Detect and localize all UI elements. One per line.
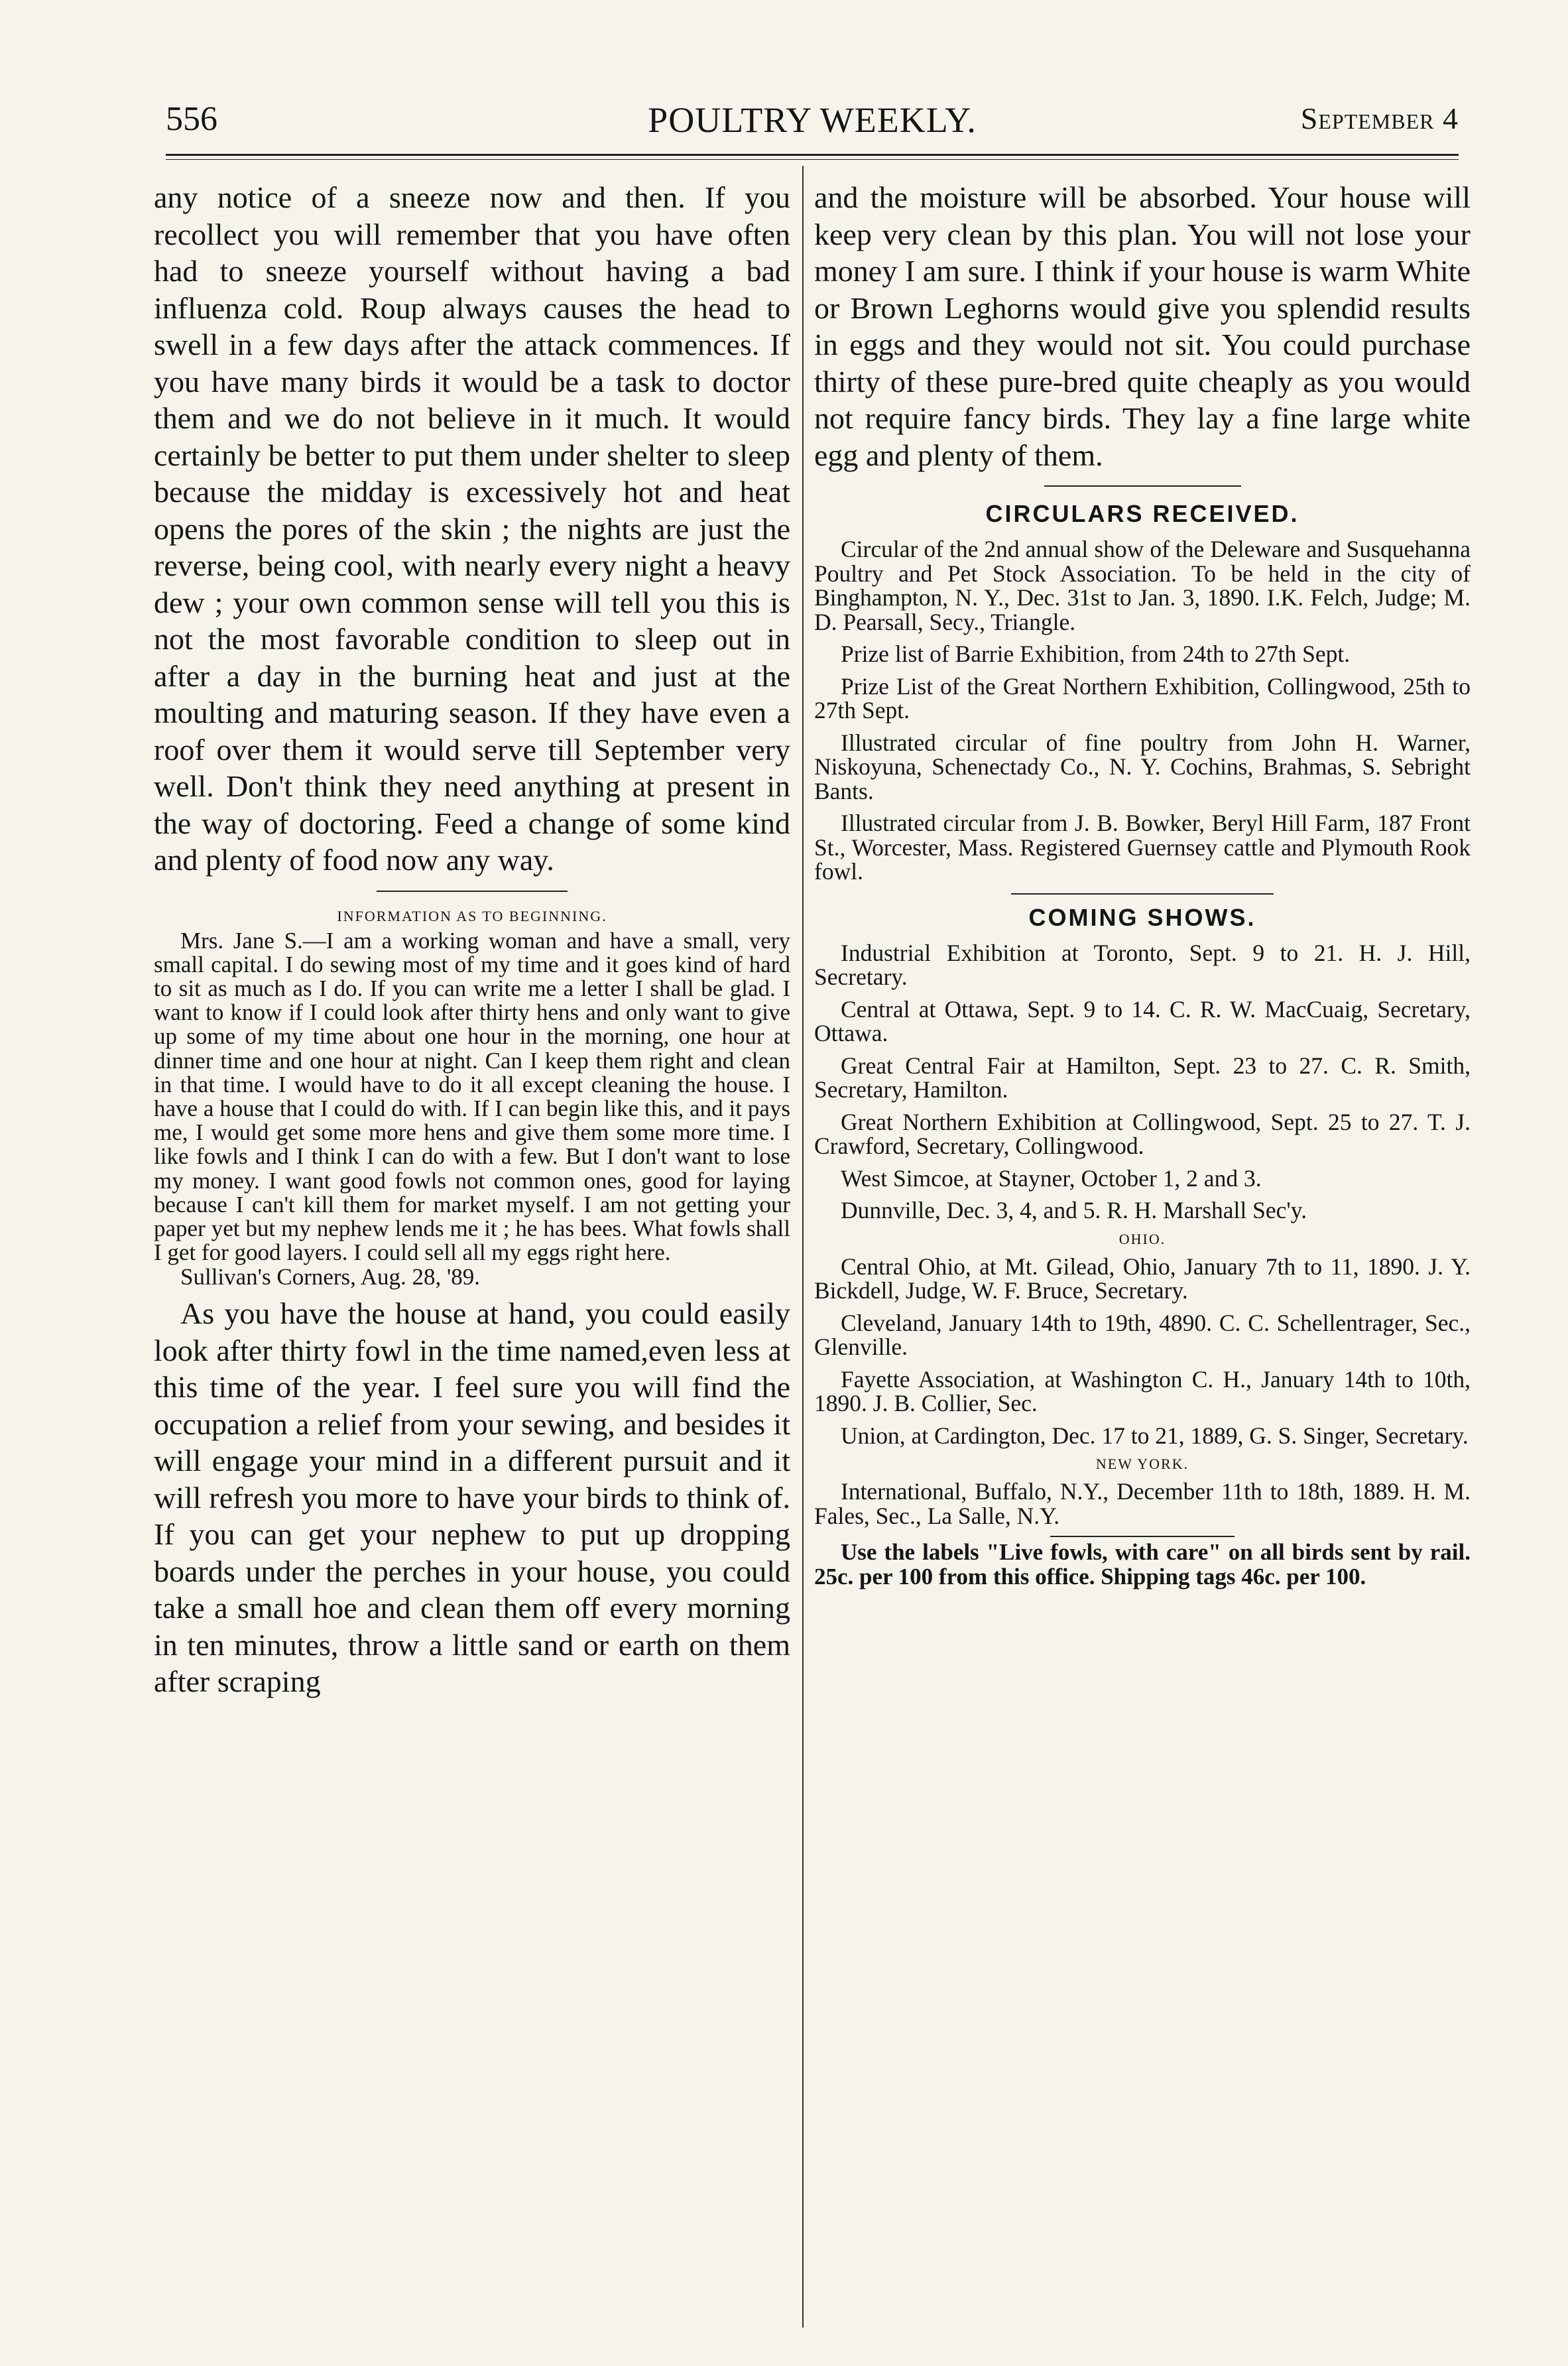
publication-title: POULTRY WEEKLY.	[648, 100, 977, 140]
show-item: International, Buffalo, N.Y., December 11th to 18th, 1889. H. M. Fales, Sec., La Salle, N.Y.	[814, 1478, 1471, 1529]
section-rule	[1050, 1536, 1234, 1537]
right-column	[814, 179, 1471, 1589]
reply-paragraph: As you have the house at hand, you could easily look after thirty fowl in the time named,even less at this time of the year. I feel sure you will find the occupation a relief from your sewing, and besides it will engage your mind in a different pursuit and it will refresh you more to have your birds to think of. If you can get your nephew to put up dropping boards under the perches in your house, you could take a small hoe and clean them off every morning in ten minutes, throw a little sand or earth on them after scraping	[154, 1296, 790, 1699]
show-item: Fayette Association, at Washington C. H., January 14th to 10th, 1890. J. B. Collier, Sec.	[814, 1365, 1471, 1416]
show-item: Great Northern Exhibition at Collingwood, Sept. 25 to 27. T. J. Crawford, Secretary, Collingwood.	[814, 1108, 1471, 1159]
show-item: Great Central Fair at Hamilton, Sept. 23 to 27. C. R. Smith, Secretary, Hamilton.	[814, 1052, 1471, 1103]
show-item: Union, at Cardington, Dec. 17 to 21, 1889, G. S. Singer, Secretary.	[841, 1422, 1469, 1449]
section-heading-information: INFORMATION AS TO BEGINNING.	[337, 907, 607, 924]
column-divider	[802, 166, 804, 2328]
ornament-divider	[154, 884, 790, 899]
ornament-divider	[814, 479, 1471, 493]
show-item: Central at Ottawa, Sept. 9 to 14. C. R. W. MacCuaig, Secretary, Ottawa.	[814, 995, 1471, 1046]
article-paragraph-continued: and the moisture will be absorbed. Your house will keep very clean by this plan. You will not lose your money I am sure. I think if your house is warm White or Brown Leghorns would give you splendid results in eggs and they would not sit. You could purchase thirty of these pure-bred quite cheaply as you would not require fancy birds. They lay a fine large white egg and plenty of them.	[814, 180, 1471, 472]
section-rule	[1011, 893, 1274, 895]
circular-item: Prize list of Barrie Exhibition, from 24th to 27th Sept.	[841, 641, 1351, 667]
circular-item: Illustrated circular from J. B. Bowker, Beryl Hill Farm, 187 Front St., Worcester, Mass. Registered Guernsey cattle and Plymouth Rook fowl.	[814, 810, 1471, 885]
letter-signoff: Sullivan's Corners, Aug. 28, '89.	[180, 1264, 481, 1290]
left-column	[154, 179, 790, 1700]
circular-item: Circular of the 2nd annual show of the Deleware and Susquehanna Poultry and Pet Stock Association. To be held in the city of Binghampton, N. Y., Dec. 31st to Jan. 3, 1890. I.K. Felch, Judge; M. D. Pearsall, Secy., Triangle.	[814, 536, 1471, 635]
circular-item: Prize List of the Great Northern Exhibition, Collingwood, 25th to 27th Sept.	[814, 672, 1471, 723]
shipping-notice: Use the labels "Live fowls, with care" on all birds sent by rail. 25c. per 100 from this office. Shipping tags 46c. per 100.	[814, 1539, 1471, 1589]
issue-date: September 4	[1300, 101, 1459, 135]
subheading-new-york: NEW YORK.	[1095, 1456, 1189, 1472]
reader-letter: Mrs. Jane S.—I am a working woman and have a small, very small capital. I do sewing most of my time and it goes kind of hard to sit as much as I do. If you can write me a letter I shall be glad. I want to know if I could look after thirty hens and only want to give up some of my time about one hour in the morning, one hour at dinner time and one hour at night. Can I keep them right and clean in that time. I would have to do it all except cleaning the house. I have a house that I could do with. If I can begin like this, and it pays me, I would get some more hens and give them some more time. I like fowls and I think I can do with a few. But I don't want to lose my money. I want good fowls not common ones, good for laying because I can't kill them for market myself. I am not getting your paper yet but my nephew lends me it ; he has bees. What fowls shall I get for good layers. I could sell all my eggs right here.	[154, 927, 790, 1266]
show-item: Central Ohio, at Mt. Gilead, Ohio, January 7th to 11, 1890. J. Y. Bickdell, Judge, W. F. Bruce, Secretary.	[814, 1253, 1471, 1304]
header-rule	[166, 154, 1459, 156]
section-heading-circulars: CIRCULARS RECEIVED.	[985, 500, 1299, 527]
show-item: Industrial Exhibition at Toronto, Sept. 9 to 21. H. J. Hill, Secretary.	[814, 939, 1471, 990]
header-rule-thin	[166, 159, 1459, 160]
show-item: Dunnville, Dec. 3, 4, and 5. R. H. Marshall Sec'y.	[841, 1197, 1307, 1223]
section-heading-shows: COMING SHOWS.	[1028, 903, 1256, 931]
subheading-ohio: OHIO.	[1118, 1230, 1166, 1247]
show-item: Cleveland, January 14th to 19th, 4890. C. C. Schellentrager, Sec., Glenville.	[814, 1309, 1471, 1360]
show-item: West Simcoe, at Stayner, October 1, 2 and 3.	[841, 1164, 1262, 1192]
circular-item: Illustrated circular of fine poultry from John H. Warner, Niskoyuna, Schenectady Co., N. Y. Cochins, Brahmas, S. Sebright Bants.	[814, 729, 1471, 804]
page-header	[166, 99, 1459, 146]
article-paragraph: any notice of a sneeze now and then. If you recollect you will remember that you have often had to sneeze yourself without having a bad influenza cold. Roup always causes the head to swell in a few days after the attack commences. If you have many birds it would be a task to doctor them and we do not believe in it much. It would certainly be better to put them under shelter to sleep because the midday is excessively hot and heat opens the pores of the skin ; the nights are just the reverse, being cool, with nearly every night a heavy dew ; your own common sense will tell you this is not the most favorable condition to sleep out in after a day in the burning heat and just at the moulting and maturing season. If they have even a roof over them it would serve till September very well. Don't think they need anything at present in the way of doctoring. Feed a change of some kind and plenty of food now any way.	[154, 180, 790, 877]
page-number: 556	[166, 100, 217, 138]
